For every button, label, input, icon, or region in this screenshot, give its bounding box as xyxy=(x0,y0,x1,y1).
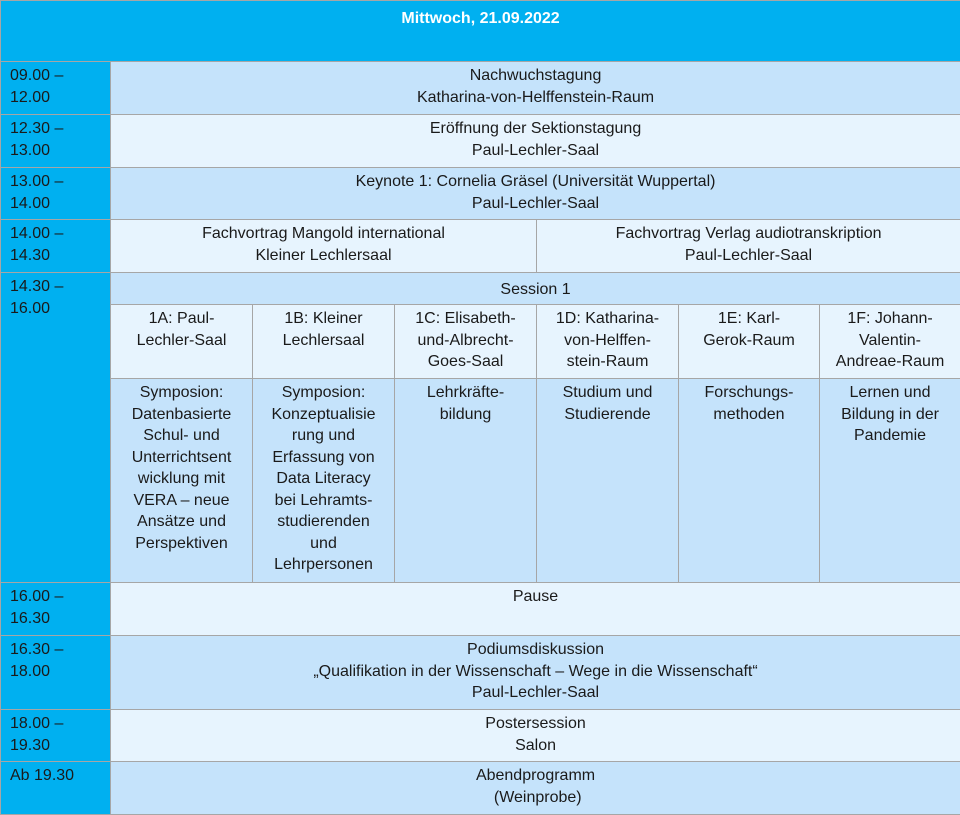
session-topic xyxy=(111,379,253,583)
header-row xyxy=(1,1,960,62)
room-line: von-Helffen- xyxy=(539,330,676,352)
event-title: Podiumsdiskussion xyxy=(111,639,960,661)
day-title: Mittwoch, 21.09.2022 xyxy=(1,1,960,62)
event-cell xyxy=(111,168,960,220)
topic-line: Lernen und xyxy=(822,382,958,404)
topic-line: Lehrkräfte- xyxy=(397,382,534,404)
schedule-row xyxy=(1,583,960,636)
room-line: Gerok-Raum xyxy=(681,330,817,352)
event-cell xyxy=(111,115,960,168)
topic-line: Ansätze und xyxy=(113,511,250,533)
session-topic xyxy=(537,379,679,583)
time-cell xyxy=(1,762,111,815)
time-start: 18.00 – xyxy=(10,713,110,735)
session-topic xyxy=(395,379,537,583)
session-room xyxy=(820,305,960,379)
room-line: und-Albrecht- xyxy=(397,330,534,352)
event-title: Eröffnung der Sektionstagung xyxy=(111,118,960,140)
topic-line: Konzeptualisie xyxy=(255,404,392,426)
time-start: Ab 19.30 xyxy=(10,765,110,787)
topic-line: Forschungs- xyxy=(681,382,817,404)
topic-line: Data Literacy xyxy=(255,468,392,490)
time-end: 18.00 xyxy=(10,661,110,683)
event-room: Paul-Lechler-Saal xyxy=(537,245,960,267)
topic-line: Unterrichtsent xyxy=(113,447,250,469)
schedule-row xyxy=(1,220,960,273)
schedule-row xyxy=(1,62,960,115)
time-start: 14.00 – xyxy=(10,223,110,245)
session-topic xyxy=(679,379,820,583)
time-start: 09.00 – xyxy=(10,65,110,87)
event-room: Paul-Lechler-Saal xyxy=(111,193,960,215)
event-cell xyxy=(111,762,960,815)
event-title: Keynote 1: Cornelia Gräsel (Universität Wuppertal) xyxy=(111,171,960,193)
event-room: Salon xyxy=(111,735,960,757)
time-end: 13.00 xyxy=(10,140,110,162)
event-subtitle: „Qualifikation in der Wissenschaft – Wege in die Wissenschaft“ xyxy=(111,661,960,683)
topic-line: Pandemie xyxy=(822,425,958,447)
event-title: Postersession xyxy=(111,713,960,735)
topic-line: studierenden xyxy=(255,511,392,533)
session-room xyxy=(537,305,679,379)
event-cell xyxy=(111,636,960,710)
topic-line: VERA – neue xyxy=(113,490,250,512)
room-line: 1A: Paul- xyxy=(113,308,250,330)
session-title-row xyxy=(1,273,960,305)
event-cell xyxy=(111,710,960,762)
event-title: Pause xyxy=(111,586,960,608)
session-rooms-row xyxy=(1,305,960,379)
event-subtitle: (Weinprobe) xyxy=(111,787,960,809)
room-line: 1B: Kleiner xyxy=(255,308,392,330)
event-title: Abendprogramm xyxy=(111,765,960,787)
time-end: 14.30 xyxy=(10,245,110,267)
topic-line: wicklung mit xyxy=(113,468,250,490)
topic-line: Studium und xyxy=(539,382,676,404)
time-cell xyxy=(1,583,111,636)
event-room: Paul-Lechler-Saal xyxy=(111,140,960,162)
topic-line: Perspektiven xyxy=(113,533,250,555)
event-title: Fachvortrag Mangold international xyxy=(111,223,536,245)
topic-line: und xyxy=(255,533,392,555)
time-end: 16.30 xyxy=(10,608,110,630)
room-line: 1E: Karl- xyxy=(681,308,817,330)
topic-line: Bildung in der xyxy=(822,404,958,426)
topic-line: Symposion: xyxy=(113,382,250,404)
session-title: Session 1 xyxy=(111,273,960,305)
event-cell xyxy=(111,583,960,636)
session-topic xyxy=(253,379,395,583)
topic-line: bei Lehramts- xyxy=(255,490,392,512)
time-cell xyxy=(1,62,111,115)
time-start: 12.30 – xyxy=(10,118,110,140)
time-cell xyxy=(1,273,111,583)
topic-line: Lehrpersonen xyxy=(255,554,392,576)
room-line: Lechlersaal xyxy=(255,330,392,352)
time-cell xyxy=(1,710,111,762)
room-line: 1D: Katharina- xyxy=(539,308,676,330)
room-line: Goes-Saal xyxy=(397,351,534,373)
session-topics-row xyxy=(1,379,960,583)
topic-line: methoden xyxy=(681,404,817,426)
time-end: 16.00 xyxy=(10,298,110,320)
event-title: Fachvortrag Verlag audiotranskription xyxy=(537,223,960,245)
schedule-row xyxy=(1,710,960,762)
room-line: Lechler-Saal xyxy=(113,330,250,352)
session-room xyxy=(679,305,820,379)
session-room xyxy=(253,305,395,379)
time-cell xyxy=(1,220,111,273)
room-line: stein-Raum xyxy=(539,351,676,373)
time-cell xyxy=(1,168,111,220)
room-line: Valentin- xyxy=(822,330,958,352)
schedule-row xyxy=(1,168,960,220)
event-room: Katharina-von-Helffenstein-Raum xyxy=(111,87,960,109)
event-title: Nachwuchstagung xyxy=(111,65,960,87)
topic-line: Erfassung von xyxy=(255,447,392,469)
schedule-row xyxy=(1,115,960,168)
room-line: Andreae-Raum xyxy=(822,351,958,373)
session-topic xyxy=(820,379,960,583)
session-room xyxy=(111,305,253,379)
room-line: 1C: Elisabeth- xyxy=(397,308,534,330)
time-start: 16.00 – xyxy=(10,586,110,608)
schedule-row xyxy=(1,762,960,815)
topic-line: Datenbasierte xyxy=(113,404,250,426)
time-start: 14.30 – xyxy=(10,276,110,298)
time-cell xyxy=(1,115,111,168)
time-cell xyxy=(1,636,111,710)
topic-line: Symposion: xyxy=(255,382,392,404)
event-cell-left xyxy=(111,220,537,273)
event-cell xyxy=(111,62,960,115)
topic-line: Schul- und xyxy=(113,425,250,447)
event-room: Kleiner Lechlersaal xyxy=(111,245,536,267)
time-start: 16.30 – xyxy=(10,639,110,661)
time-start: 13.00 – xyxy=(10,171,110,193)
event-room: Paul-Lechler-Saal xyxy=(111,682,960,704)
room-line: 1F: Johann- xyxy=(822,308,958,330)
topic-line: rung und xyxy=(255,425,392,447)
event-cell-right xyxy=(537,220,960,273)
time-end: 19.30 xyxy=(10,735,110,757)
topic-line: Studierende xyxy=(539,404,676,426)
session-room xyxy=(395,305,537,379)
schedule-row xyxy=(1,636,960,710)
topic-line: bildung xyxy=(397,404,534,426)
time-end: 12.00 xyxy=(10,87,110,109)
time-end: 14.00 xyxy=(10,193,110,215)
